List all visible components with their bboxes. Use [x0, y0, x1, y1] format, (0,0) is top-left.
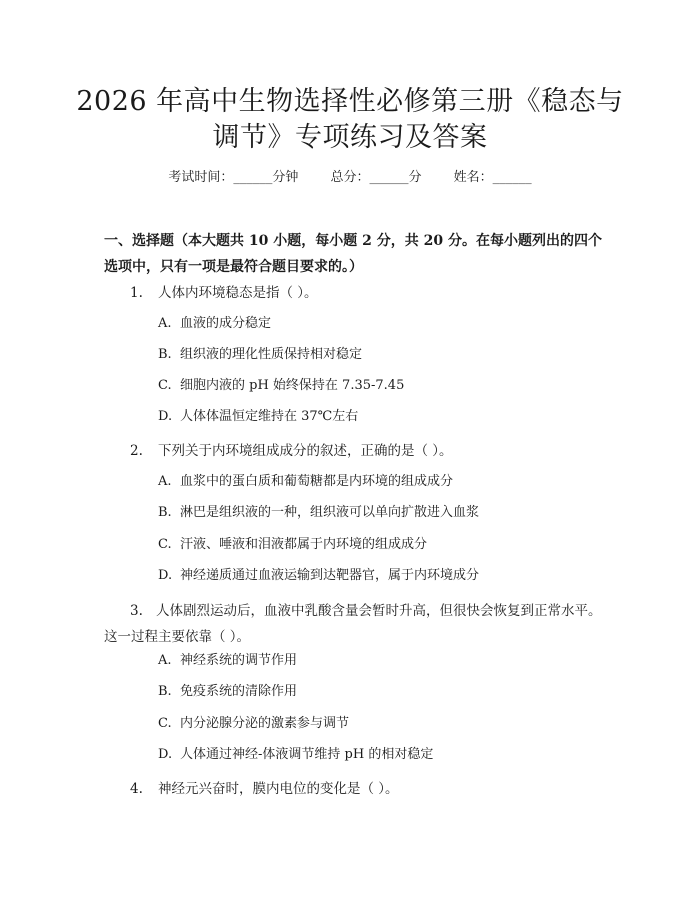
document-title-line-1: 2026 年高中生物选择性必修第三册《稳态与: [76, 86, 624, 117]
question-text: 人体内环境稳态是指（ ）。: [158, 285, 318, 301]
option-letter: B.: [158, 505, 172, 520]
question-1-option-d: [158, 407, 598, 427]
question-2-option-d: [158, 566, 598, 586]
question-2: [104, 438, 604, 464]
option-text: 人体通过神经-体液调节维持 pH 的相对稳定: [180, 747, 434, 762]
option-letter: C.: [158, 537, 172, 552]
question-3: [104, 598, 604, 650]
question-2-option-b: [158, 503, 598, 523]
question-1: [104, 280, 604, 306]
option-text: 淋巴是组织液的一种，组织液可以单向扩散进入血浆: [180, 505, 480, 520]
option-letter: B.: [158, 347, 172, 362]
question-text: 下列关于内环境组成成分的叙述，正确的是（ ）。: [158, 443, 453, 459]
question-text: 神经元兴奋时，膜内电位的变化是（ ）。: [158, 781, 399, 797]
question-3-option-a: [158, 651, 598, 671]
question-1-option-c: [158, 376, 598, 396]
option-text: 血液的成分稳定: [180, 316, 272, 331]
question-2-option-a: [158, 472, 598, 492]
option-text: 神经系统的调节作用: [180, 653, 298, 668]
question-3-option-d: [158, 745, 598, 765]
question-1-option-b: [158, 345, 598, 365]
document-title-line-2: 调节》专项练习及答案: [212, 122, 488, 153]
section-heading: 一、选择题（本大题共 10 小题，每小题 2 分，共 20 分。在每小题列出的四个选项中，只有一项是最符合题目要求的。）: [104, 233, 602, 275]
exam-time-field: 考试时间：______分钟: [168, 170, 299, 185]
option-text: 内分泌腺分泌的激素参与调节: [180, 716, 350, 731]
question-3-option-c: [158, 714, 598, 734]
question-2-option-c: [158, 535, 598, 555]
question-text: 人体剧烈运动后，血液中乳酸含量会暂时升高，但很快会恢复到正常水平。这一过程主要依靠（ ）。: [104, 603, 602, 645]
option-letter: D.: [158, 747, 173, 762]
option-text: 汗液、唾液和泪液都属于内环境的组成成分: [180, 537, 428, 552]
question-number: 4.: [130, 781, 143, 797]
exam-info-row: [0, 168, 700, 188]
question-1-option-a: [158, 314, 598, 334]
question-4: [104, 776, 604, 802]
question-3-option-b: [158, 682, 598, 702]
option-letter: D.: [158, 409, 173, 424]
question-number: 2.: [130, 443, 143, 459]
option-text: 组织液的理化性质保持相对稳定: [180, 347, 363, 362]
option-letter: C.: [158, 378, 172, 393]
option-letter: C.: [158, 716, 172, 731]
student-name-field: 姓名：______: [453, 170, 532, 185]
option-text: 人体体温恒定维持在 37℃左右: [180, 409, 359, 424]
option-letter: D.: [158, 568, 173, 583]
option-letter: B.: [158, 684, 172, 699]
option-letter: A.: [158, 474, 172, 489]
total-score-field: 总分：______分: [330, 170, 422, 185]
option-letter: A.: [158, 316, 172, 331]
question-number: 1.: [130, 285, 143, 301]
option-letter: A.: [158, 653, 172, 668]
option-text: 神经递质通过血液运输到达靶器官，属于内环境成分: [180, 568, 480, 583]
question-number: 3.: [130, 603, 143, 619]
option-text: 免疫系统的清除作用: [180, 684, 298, 699]
option-text: 血浆中的蛋白质和葡萄糖都是内环境的组成成分: [180, 474, 454, 489]
option-text: 细胞内液的 pH 始终保持在 7.35-7.45: [180, 378, 405, 393]
